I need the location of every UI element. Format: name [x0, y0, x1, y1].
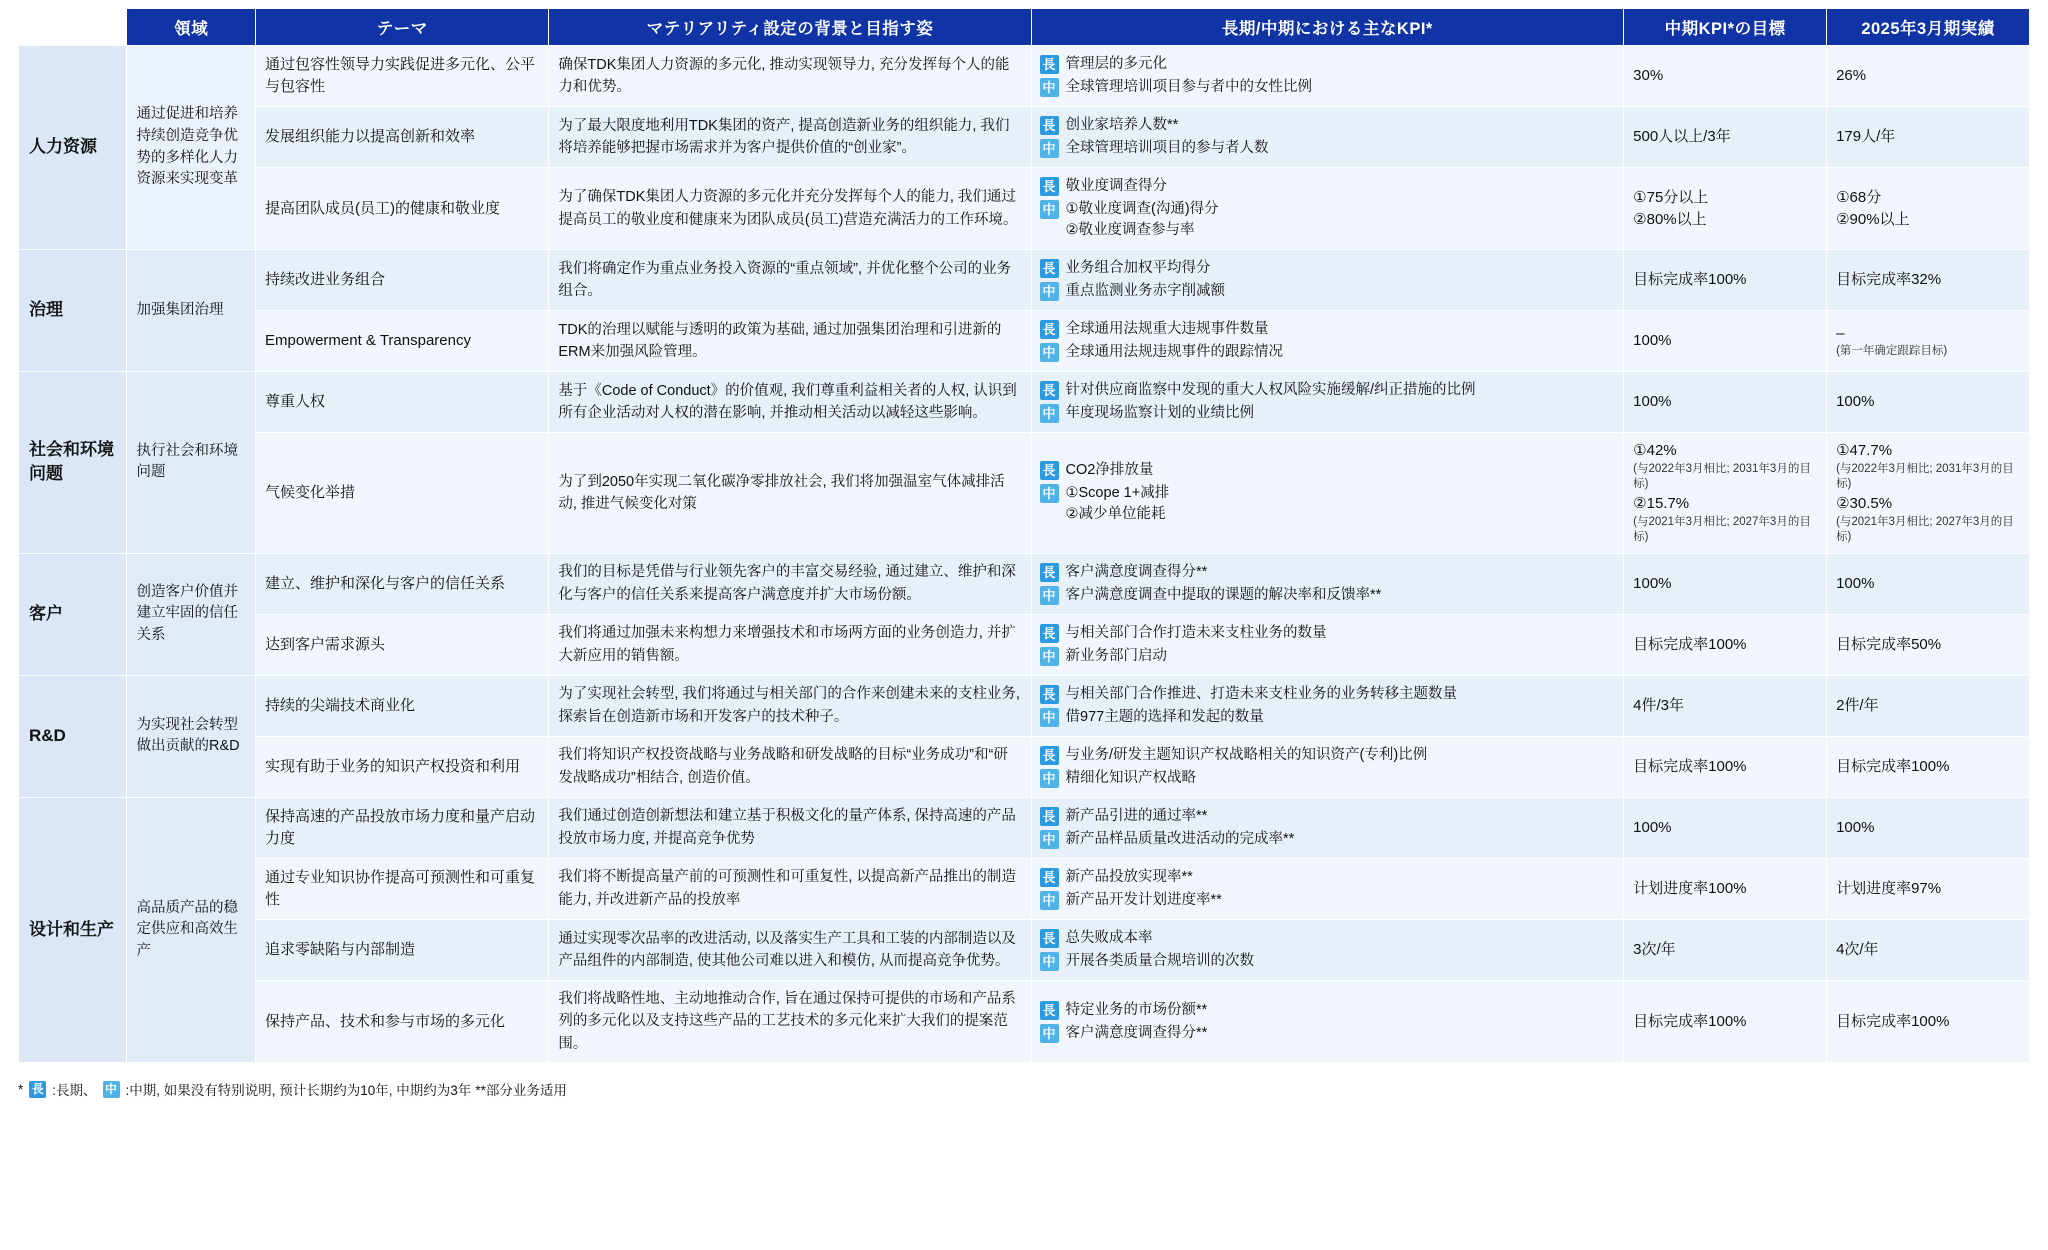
kpi-line	[1040, 928, 1616, 949]
kpi-text	[1066, 176, 1616, 197]
badge-long-icon: 長	[1040, 624, 1059, 643]
theme-cell: 提高团队成员(员工)的健康和敬业度	[256, 168, 549, 250]
kpi-cell	[1031, 168, 1624, 250]
theme-cell: 保持产品、技术和参与市场的多元化	[256, 980, 549, 1062]
kpi-cell	[1031, 797, 1624, 858]
kpi-text	[1066, 951, 1616, 972]
badge-mid-icon: 中	[1040, 484, 1059, 503]
value-line: 目标完成率100%	[1633, 1012, 1747, 1030]
value-line: ②15.7%	[1633, 494, 1690, 512]
header-actual: 2025年3月期実績	[1827, 9, 2030, 46]
background-cell: 我们将知识产权投资战略与业务战略和研发战略的目标“业务成功”和“研发战略成功”相结合, 创造价值。	[549, 736, 1031, 797]
actual-cell	[1827, 107, 2030, 168]
header-background: マテリアリティ設定の背景と目指す姿	[549, 9, 1031, 46]
table-row	[19, 553, 2030, 614]
domain-cell: 社会和环境问题	[19, 372, 127, 554]
table-row	[19, 311, 2030, 372]
value-line: 179人/年	[1836, 128, 1896, 146]
badge-long-icon: 長	[1040, 381, 1059, 400]
table-row	[19, 433, 2030, 554]
kpi-line	[1040, 403, 1616, 424]
value-line: ①68分	[1836, 188, 1882, 206]
theme-cell: 达到客户需求源头	[256, 614, 549, 675]
background-cell: TDK的治理以赋能与透明的政策为基础, 通过加强集团治理和引进新的ERM来加强风险管理。	[549, 311, 1031, 372]
kpi-text	[1066, 1000, 1616, 1021]
mid-target-cell	[1624, 980, 1827, 1062]
footnote	[18, 1079, 2030, 1099]
kpi-text-line: 客户满意度调查得分**	[1065, 563, 1208, 580]
mid-target-cell	[1624, 858, 1827, 919]
kpi-cell	[1031, 46, 1624, 107]
value-line: 2件/年	[1836, 696, 1879, 714]
kpi-text	[1066, 707, 1616, 728]
kpi-text	[1066, 684, 1616, 705]
kpi-text-line: 针对供应商监察中发现的重大人权风险实施缓解/纠正措施的比例	[1065, 382, 1476, 399]
kpi-text-line: 客户满意度调查中提取的课题的解决率和反馈率**	[1065, 586, 1382, 603]
badge-mid-icon: 中	[1040, 200, 1059, 219]
header-kpi: 長期/中期における主なKPI*	[1031, 9, 1624, 46]
theme-group-cell: 通过促进和培养持续创造竞争优势的多样化人力资源来实现变革	[127, 46, 256, 250]
theme-cell: 追求零缺陷与内部制造	[256, 919, 549, 980]
value-line: ①42%	[1633, 442, 1677, 460]
badge-mid-icon: 中	[1040, 586, 1059, 605]
table-header-row	[19, 9, 2030, 46]
value-note: (与2021年3月相比; 2027年3月的目标)	[1633, 515, 1811, 544]
kpi-text-line: ②敬业度调查参与率	[1065, 222, 1195, 239]
kpi-line	[1040, 867, 1616, 888]
badge-mid-icon: 中	[1040, 404, 1059, 423]
kpi-text	[1066, 646, 1616, 667]
value-line: 目标完成率32%	[1836, 271, 1942, 289]
mid-target-cell	[1624, 372, 1827, 433]
background-cell: 确保TDK集团人力资源的多元化, 推动实现领导力, 充分发挥每个人的能力和优势。	[549, 46, 1031, 107]
theme-cell: 保持高速的产品投放市场力度和量产启动力度	[256, 797, 549, 858]
kpi-text	[1066, 768, 1616, 789]
theme-cell: 气候变化举措	[256, 433, 549, 554]
value-line: 目标完成率100%	[1836, 1012, 1950, 1030]
theme-cell: 尊重人权	[256, 372, 549, 433]
kpi-cell	[1031, 311, 1624, 372]
background-cell: 我们将确定作为重点业务投入资源的“重点领域”, 并优化整个公司的业务组合。	[549, 250, 1031, 311]
kpi-cell	[1031, 919, 1624, 980]
theme-group-cell: 执行社会和环境问题	[127, 372, 256, 554]
header-theme: テーマ	[256, 9, 549, 46]
kpi-text-line: 新产品样品质量改进活动的完成率**	[1065, 830, 1295, 847]
kpi-line	[1040, 483, 1616, 525]
badge-long-icon: 長	[1040, 929, 1059, 948]
kpi-cell	[1031, 858, 1624, 919]
value-line: ②30.5%	[1836, 494, 1893, 512]
kpi-text-line: 全球管理培训项目参与者中的女性比例	[1065, 79, 1313, 96]
kpi-text-line: 与业务/研发主题知识产权战略相关的知识资产(专利)比例	[1065, 746, 1428, 763]
kpi-line	[1040, 115, 1616, 136]
value-line: ①75分以上	[1633, 188, 1709, 206]
kpi-line	[1040, 768, 1616, 789]
value-line: –	[1836, 324, 1845, 342]
kpi-line	[1040, 77, 1616, 98]
actual-cell	[1827, 250, 2030, 311]
kpi-text	[1066, 199, 1616, 241]
background-cell: 通过实现零次品率的改进活动, 以及落实生产工具和工装的内部制造以及产品组件的内部制造, 使其他公司难以进入和模仿, 从而提高竞争优势。	[549, 919, 1031, 980]
kpi-text-line: 新产品投放实现率**	[1065, 868, 1193, 885]
badge-long-icon: 長	[1040, 116, 1059, 135]
mid-target-cell	[1624, 797, 1827, 858]
table-row	[19, 46, 2030, 107]
value-line: 3次/年	[1633, 941, 1676, 959]
kpi-line	[1040, 745, 1616, 766]
kpi-line	[1040, 829, 1616, 850]
value-note: (与2022年3月相比; 2031年3月的目标)	[1836, 462, 2014, 491]
badge-mid-icon: 中	[1040, 952, 1059, 971]
badge-long-icon: 長	[1040, 807, 1059, 826]
background-cell: 基于《Code of Conduct》的价值观, 我们尊重利益相关者的人权, 认识到所有企业活动对人权的潜在影响, 并推动相关活动以减轻这些影响。	[549, 372, 1031, 433]
kpi-text-line: ②减少单位能耗	[1065, 506, 1166, 523]
footnote-sep: :長期、	[52, 1083, 97, 1099]
kpi-text-line: 全球通用法规重大违规事件数量	[1065, 321, 1269, 338]
kpi-text-line: 全球管理培训项目的参与者人数	[1065, 140, 1269, 157]
table-row	[19, 614, 2030, 675]
kpi-text	[1066, 54, 1616, 75]
badge-mid-icon: 中	[1040, 647, 1059, 666]
badge-long-icon: 長	[1040, 461, 1059, 480]
kpi-text	[1066, 342, 1616, 363]
theme-cell: 通过专业知识协作提高可预测性和可重复性	[256, 858, 549, 919]
kpi-line	[1040, 176, 1616, 197]
mid-target-cell	[1624, 919, 1827, 980]
table-row	[19, 675, 2030, 736]
kpi-line	[1040, 1000, 1616, 1021]
value-line: 100%	[1633, 393, 1672, 411]
badge-mid-icon: 中	[1040, 708, 1059, 727]
kpi-line	[1040, 199, 1616, 241]
value-line: 100%	[1633, 574, 1672, 592]
kpi-line	[1040, 890, 1616, 911]
kpi-line	[1040, 623, 1616, 644]
background-cell: 为了最大限度地利用TDK集团的资产, 提高创造新业务的组织能力, 我们将培养能够把握市场需求并为客户提供价值的“创业家”。	[549, 107, 1031, 168]
mid-target-cell	[1624, 553, 1827, 614]
kpi-text	[1066, 380, 1616, 401]
value-line: 30%	[1633, 67, 1664, 85]
background-cell: 我们将战略性地、主动地推动合作, 旨在通过保持可提供的市场和产品系列的多元化以及支持这些产品的工艺技术的多元化来扩大我们的提案范围。	[549, 980, 1031, 1062]
kpi-text-line: 新产品引进的通过率**	[1065, 807, 1208, 824]
kpi-text-line: 与相关部门合作打造未来支柱业务的数量	[1065, 624, 1327, 641]
kpi-cell	[1031, 433, 1624, 554]
badge-long-icon: 長	[1040, 563, 1059, 582]
value-line: 4件/3年	[1633, 696, 1685, 714]
kpi-line	[1040, 138, 1616, 159]
kpi-line	[1040, 806, 1616, 827]
table-row	[19, 797, 2030, 858]
mid-target-cell	[1624, 311, 1827, 372]
theme-group-cell: 创造客户价值并建立牢固的信任关系	[127, 553, 256, 675]
kpi-text	[1066, 281, 1616, 302]
kpi-line	[1040, 460, 1616, 481]
actual-cell	[1827, 553, 2030, 614]
value-line: 目标完成率50%	[1836, 635, 1942, 653]
value-line: ①47.7%	[1836, 442, 1893, 460]
kpi-text-line: 与相关部门合作推进、打造未来支柱业务的业务转移主题数量	[1065, 685, 1458, 702]
domain-cell: 设计和生产	[19, 797, 127, 1063]
background-cell: 为了到2050年实现二氧化碳净零排放社会, 我们将加强温室气体减排活动, 推进气候变化对策	[549, 433, 1031, 554]
header-domain: 領域	[127, 9, 256, 46]
value-line: 计划进度率97%	[1836, 880, 1942, 898]
kpi-line	[1040, 585, 1616, 606]
badge-mid-icon: 中	[1040, 343, 1059, 362]
header-mid-target: 中期KPI*の目標	[1624, 9, 1827, 46]
kpi-text-line: 业务组合加权平均得分	[1065, 260, 1211, 277]
badge-mid-icon: 中	[1040, 769, 1059, 788]
kpi-text	[1066, 258, 1616, 279]
table-row	[19, 858, 2030, 919]
kpi-text	[1066, 745, 1616, 766]
kpi-cell	[1031, 614, 1624, 675]
kpi-text	[1066, 829, 1616, 850]
kpi-text-line: 总失败成本率	[1065, 929, 1153, 946]
value-note: (第一年确定跟踪目标)	[1836, 345, 1948, 358]
table-row	[19, 919, 2030, 980]
kpi-text	[1066, 928, 1616, 949]
theme-cell: 实现有助于业务的知识产权投资和利用	[256, 736, 549, 797]
kpi-text	[1066, 319, 1616, 340]
mid-target-cell	[1624, 614, 1827, 675]
kpi-text	[1066, 1023, 1616, 1044]
kpi-text-line: 年度现场监察计划的业绩比例	[1065, 405, 1255, 422]
kpi-line	[1040, 281, 1616, 302]
kpi-text-line: 创业家培养人数**	[1065, 117, 1179, 134]
value-line: 100%	[1836, 393, 1875, 411]
kpi-cell	[1031, 250, 1624, 311]
badge-long-icon: 長	[1040, 177, 1059, 196]
value-line: 26%	[1836, 67, 1867, 85]
kpi-text-line: 新业务部门启动	[1065, 647, 1168, 664]
value-line: 4次/年	[1836, 941, 1879, 959]
actual-cell	[1827, 675, 2030, 736]
table-row	[19, 372, 2030, 433]
kpi-text-line: 开展各类质量合规培训的次数	[1065, 952, 1255, 969]
footnote-asterisk: *	[18, 1081, 24, 1097]
badge-mid-icon: 中	[1040, 1024, 1059, 1043]
value-line: 目标完成率100%	[1633, 635, 1747, 653]
kpi-text	[1066, 115, 1616, 136]
background-cell: 为了实现社会转型, 我们将通过与相关部门的合作来创建未来的支柱业务, 探索旨在创造新市场和开发客户的技术种子。	[549, 675, 1031, 736]
kpi-text-line: 客户满意度调查得分**	[1065, 1024, 1208, 1041]
badge-long-icon: 長	[1040, 746, 1059, 765]
header-blank	[19, 9, 127, 46]
badge-mid-icon: 中	[1040, 830, 1059, 849]
theme-cell: 通过包容性领导力实践促进多元化、公平与包容性	[256, 46, 549, 107]
kpi-text-line: 管理层的多元化	[1065, 56, 1168, 72]
kpi-text	[1066, 890, 1616, 911]
theme-group-cell: 为实现社会转型做出贡献的R&D	[127, 675, 256, 797]
badge-long-icon: 長	[1040, 259, 1059, 278]
kpi-line	[1040, 380, 1616, 401]
kpi-text-line: 特定业务的市场份额**	[1065, 1001, 1208, 1018]
theme-cell: 建立、维护和深化与客户的信任关系	[256, 553, 549, 614]
actual-cell	[1827, 919, 2030, 980]
theme-cell: Empowerment & Transparency	[256, 311, 549, 372]
background-cell: 我们通过创造创新想法和建立基于积极文化的量产体系, 保持高速的产品投放市场力度, 并提高竞争优势	[549, 797, 1031, 858]
theme-group-cell: 高品质产品的稳定供应和高效生产	[127, 797, 256, 1063]
kpi-text	[1066, 460, 1616, 481]
materiality-kpi-table	[18, 8, 2030, 1063]
kpi-cell	[1031, 675, 1624, 736]
kpi-line	[1040, 319, 1616, 340]
theme-cell: 持续的尖端技术商业化	[256, 675, 549, 736]
actual-cell	[1827, 858, 2030, 919]
mid-target-cell	[1624, 736, 1827, 797]
value-line: 目标完成率100%	[1633, 758, 1747, 775]
table-row	[19, 736, 2030, 797]
table-row	[19, 980, 2030, 1062]
kpi-text-line: ①Scope 1+减排	[1065, 485, 1170, 502]
kpi-cell	[1031, 372, 1624, 433]
kpi-cell	[1031, 736, 1624, 797]
badge-mid-icon: 中	[1040, 139, 1059, 158]
value-line: 100%	[1633, 332, 1672, 350]
kpi-text	[1066, 867, 1616, 888]
kpi-text	[1066, 138, 1616, 159]
badge-long-icon: 長	[1040, 320, 1059, 339]
table-row	[19, 168, 2030, 250]
value-note: (与2022年3月相比; 2031年3月的目标)	[1633, 462, 1811, 491]
domain-cell: 客户	[19, 553, 127, 675]
kpi-cell	[1031, 553, 1624, 614]
table-body	[19, 46, 2030, 1063]
background-cell: 为了确保TDK集团人力资源的多元化并充分发挥每个人的能力, 我们通过提高员工的敬业度和健康来为团队成员(员工)营造充满活力的工作环境。	[549, 168, 1031, 250]
kpi-line	[1040, 684, 1616, 705]
actual-cell	[1827, 168, 2030, 250]
mid-target-cell	[1624, 107, 1827, 168]
badge-long-icon: 長	[29, 1081, 46, 1098]
kpi-text-line: 借977主题的选择和发起的数量	[1065, 708, 1264, 725]
value-line: 100%	[1836, 574, 1875, 592]
kpi-text-line: 精细化知识产权战略	[1065, 769, 1197, 786]
badge-long-icon: 長	[1040, 1001, 1059, 1020]
badge-mid-icon: 中	[103, 1081, 120, 1098]
value-line: ②90%以上	[1836, 210, 1910, 228]
actual-cell	[1827, 433, 2030, 554]
kpi-line	[1040, 258, 1616, 279]
badge-long-icon: 長	[1040, 55, 1059, 74]
badge-long-icon: 長	[1040, 868, 1059, 887]
kpi-text-line: 重点监测业务赤字削减额	[1065, 283, 1226, 300]
actual-cell	[1827, 980, 2030, 1062]
mid-target-cell	[1624, 46, 1827, 107]
kpi-text	[1066, 585, 1616, 606]
domain-cell: R&D	[19, 675, 127, 797]
kpi-line	[1040, 951, 1616, 972]
mid-target-cell	[1624, 250, 1827, 311]
kpi-text-line: 新产品开发计划进度率**	[1065, 891, 1222, 908]
kpi-text	[1066, 623, 1616, 644]
kpi-text-line: 敬业度调查得分	[1065, 178, 1168, 195]
kpi-text	[1066, 483, 1616, 525]
background-cell: 我们将通过加强未来构想力来增强技术和市场两方面的业务创造力, 并扩大新应用的销售额。	[549, 614, 1031, 675]
kpi-cell	[1031, 980, 1624, 1062]
actual-cell	[1827, 736, 2030, 797]
actual-cell	[1827, 372, 2030, 433]
kpi-text-line: ①敬业度调查(沟通)得分	[1065, 201, 1219, 218]
domain-cell: 人力资源	[19, 46, 127, 250]
value-line: ②80%以上	[1633, 210, 1707, 228]
kpi-text-line: 全球通用法规违规事件的跟踪情况	[1065, 344, 1284, 361]
theme-cell: 发展组织能力以提高创新和效率	[256, 107, 549, 168]
value-line: 100%	[1633, 819, 1672, 837]
mid-target-cell	[1624, 433, 1827, 554]
value-line: 计划进度率100%	[1633, 880, 1747, 898]
actual-cell	[1827, 46, 2030, 107]
kpi-line	[1040, 707, 1616, 728]
kpi-line	[1040, 646, 1616, 667]
actual-cell	[1827, 311, 2030, 372]
kpi-text	[1066, 562, 1616, 583]
badge-mid-icon: 中	[1040, 891, 1059, 910]
footnote-tail: **部分业务适用	[475, 1083, 567, 1099]
kpi-text-line: CO2净排放量	[1065, 462, 1154, 479]
domain-cell: 治理	[19, 250, 127, 372]
mid-target-cell	[1624, 675, 1827, 736]
badge-long-icon: 長	[1040, 685, 1059, 704]
table-row	[19, 107, 2030, 168]
kpi-text	[1066, 806, 1616, 827]
kpi-line	[1040, 54, 1616, 75]
badge-mid-icon: 中	[1040, 282, 1059, 301]
value-line: 目标完成率100%	[1633, 271, 1747, 289]
actual-cell	[1827, 614, 2030, 675]
kpi-line	[1040, 562, 1616, 583]
value-line: 500人以上/3年	[1633, 128, 1731, 146]
value-note: (与2021年3月相比; 2027年3月的目标)	[1836, 515, 2014, 544]
theme-cell: 持续改进业务组合	[256, 250, 549, 311]
mid-target-cell	[1624, 168, 1827, 250]
kpi-text	[1066, 403, 1616, 424]
value-line: 目标完成率100%	[1836, 758, 1950, 775]
actual-cell	[1827, 797, 2030, 858]
footnote-text: :中期, 如果没有特别说明, 预计长期约为10年, 中期约为3年	[125, 1083, 472, 1099]
badge-mid-icon: 中	[1040, 78, 1059, 97]
kpi-line	[1040, 1023, 1616, 1044]
kpi-line	[1040, 342, 1616, 363]
table-row	[19, 250, 2030, 311]
value-line: 100%	[1836, 819, 1875, 837]
kpi-text	[1066, 77, 1616, 98]
kpi-cell	[1031, 107, 1624, 168]
theme-group-cell: 加强集团治理	[127, 250, 256, 372]
background-cell: 我们的目标是凭借与行业领先客户的丰富交易经验, 通过建立、维护和深化与客户的信任关系来提高客户满意度并扩大市场份额。	[549, 553, 1031, 614]
background-cell: 我们将不断提高量产前的可预测性和可重复性, 以提高新产品推出的制造能力, 并改进新产品的投放率	[549, 858, 1031, 919]
